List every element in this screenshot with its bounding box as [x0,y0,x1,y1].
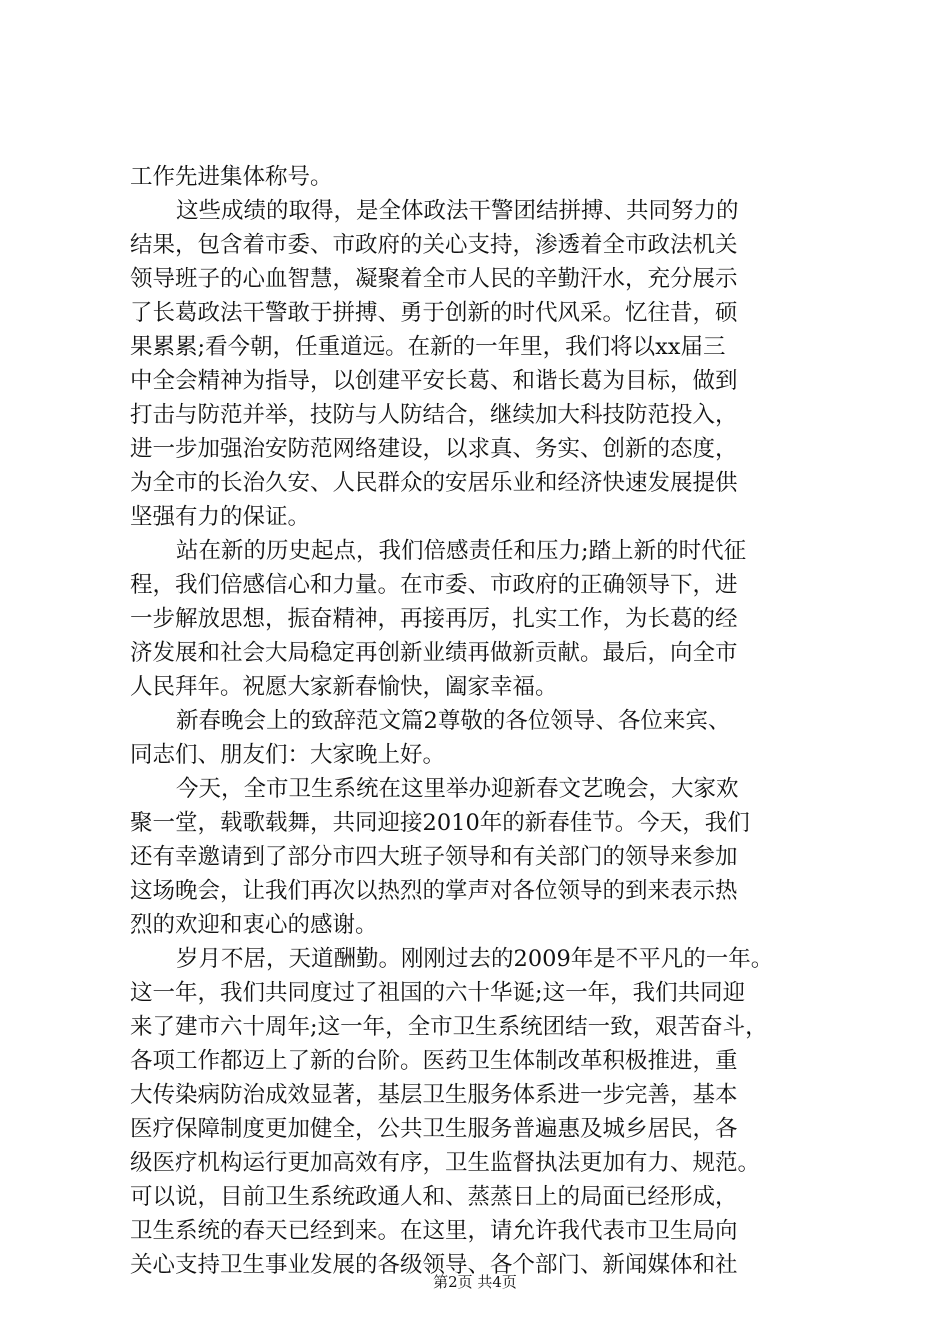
text-line: 为全市的长治久安、人民群众的安居乐业和经济快速发展提供 [130,470,738,496]
text-line: 新春晚会上的致辞范文篇2尊敬的各位领导、各位来宾、 [176,708,731,734]
text-line: 站在新的历史起点，我们倍感责任和压力;踏上新的时代征 [176,538,747,564]
text-line: 果累累;看今朝，任重道远。在新的一年里，我们将以xx届三 [130,334,726,360]
page-footer: 第2页 共4页 [433,1273,517,1291]
text-line: 各项工作都迈上了新的台阶。医药卫生体制改革积极推进，重 [130,1048,738,1074]
text-line: 一步解放思想，振奋精神，再接再厉，扎实工作，为长葛的经 [130,606,738,632]
text-line: 人民拜年。祝愿大家新春愉快，阖家幸福。 [130,674,558,700]
text-line: 坚强有力的保证。 [130,504,311,530]
text-line: 烈的欢迎和衷心的感谢。 [130,912,378,938]
text-line: 济发展和社会大局稳定再创新业绩再做新贡献。最后，向全市 [130,640,738,666]
text-line: 同志们、朋友们：大家晚上好。 [130,742,446,768]
text-line: 程，我们倍感信心和力量。在市委、市政府的正确领导下，进 [130,572,738,598]
text-line: 中全会精神为指导，以创建平安长葛、和谐长葛为目标，做到 [130,368,738,394]
text-line: 关心支持卫生事业发展的各级领导、各个部门、新闻媒体和社 [130,1252,738,1278]
text-line: 结果，包含着市委、市政府的关心支持，渗透着全市政法机关 [130,232,738,258]
text-line: 这场晚会，让我们再次以热烈的掌声对各位领导的到来表示热 [130,878,738,904]
text-line: 这一年，我们共同度过了祖国的六十华诞;这一年，我们共同迎 [130,980,746,1006]
text-line: 聚一堂，载歌载舞，共同迎接2010年的新春佳节。今天，我们 [130,810,750,836]
text-line: 还有幸邀请到了部分市四大班子领导和有关部门的领导来参加 [130,844,738,870]
text-line: 了长葛政法干警敢于拼搏、勇于创新的时代风采。忆往昔，硕 [130,300,738,326]
text-line: 来了建市六十周年;这一年，全市卫生系统团结一致，艰苦奋斗， [130,1014,768,1040]
document-body [130,160,830,1282]
text-line: 可以说，目前卫生系统政通人和、蒸蒸日上的局面已经形成， [130,1184,738,1210]
text-line: 级医疗机构运行更加高效有序，卫生监督执法更加有力、规范。 [130,1150,761,1176]
text-line: 岁月不居，天道酬勤。刚刚过去的2009年是不平凡的一年。 [176,946,774,972]
text-line: 医疗保障制度更加健全，公共卫生服务普遍惠及城乡居民，各 [130,1116,738,1142]
text-line: 进一步加强治安防范网络建设，以求真、务实、创新的态度， [130,436,738,462]
text-line: 工作先进集体称号。 [130,164,333,190]
text-line: 今天，全市卫生系统在这里举办迎新春文艺晚会，大家欢 [176,776,739,802]
text-line: 打击与防范并举，技防与人防结合，继续加大科技防范投入， [130,402,738,428]
text-line: 卫生系统的春天已经到来。在这里，请允许我代表市卫生局向 [130,1218,738,1244]
text-line: 这些成绩的取得，是全体政法干警团结拼搏、共同努力的 [176,198,739,224]
text-line: 大传染病防治成效显著，基层卫生服务体系进一步完善，基本 [130,1082,738,1108]
text-line: 领导班子的心血智慧，凝聚着全市人民的辛勤汗水，充分展示 [130,266,738,292]
